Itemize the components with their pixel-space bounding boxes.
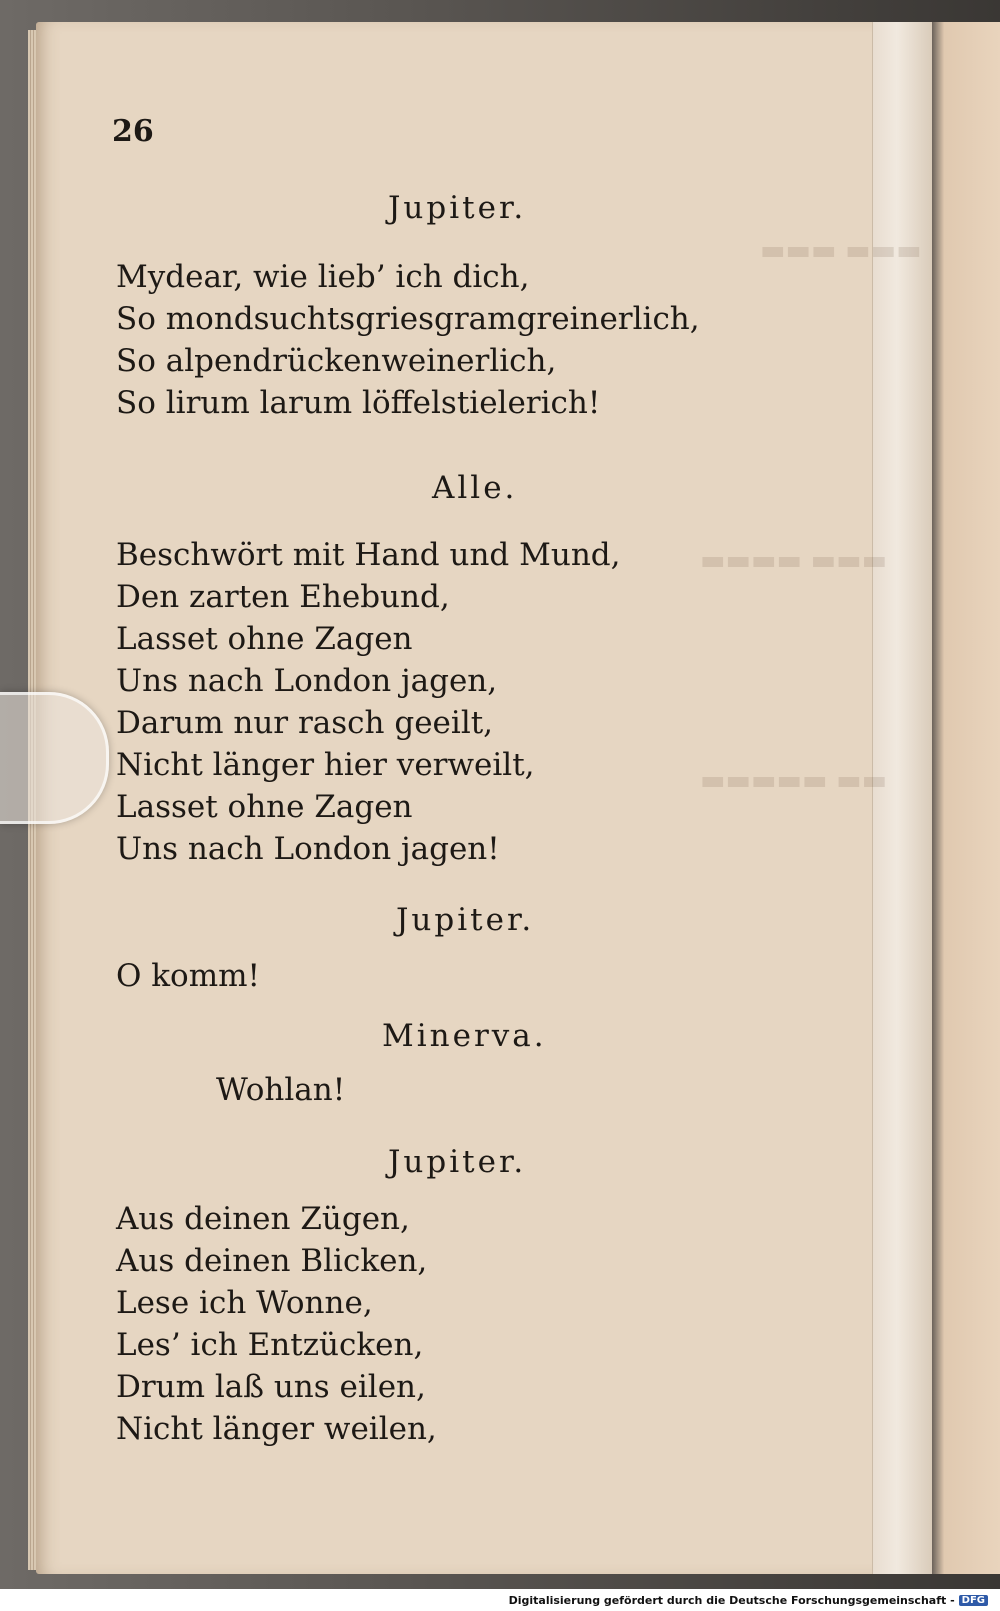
speaker-heading: Jupiter. bbox=[396, 902, 535, 938]
dfg-logo: DFG bbox=[959, 1595, 988, 1606]
bleed-through-texture: ▬▬▬▬ ▬▬▬ bbox=[700, 545, 888, 576]
verse-line: Les’ ich Entzücken, bbox=[116, 1327, 424, 1363]
speaker-heading: Alle. bbox=[432, 470, 518, 506]
verse-line: Lasset ohne Zagen bbox=[116, 621, 413, 657]
funding-text: Digitalisierung gefördert durch die Deutsche Forschungsgemeinschaft - bbox=[508, 1594, 955, 1607]
verse-line: Nicht länger hier verweilt, bbox=[116, 747, 535, 783]
verse-line: Lasset ohne Zagen bbox=[116, 789, 413, 825]
verse-line: Aus deinen Blicken, bbox=[116, 1243, 428, 1279]
verse-block-jupiter-1 bbox=[116, 256, 700, 424]
verse-line: Nicht länger weilen, bbox=[116, 1411, 437, 1447]
bleed-through-texture: ▬▬▬ ▬▬▬ bbox=[760, 235, 922, 266]
speaker-heading: Jupiter. bbox=[388, 190, 527, 226]
verse-line: O komm! bbox=[116, 958, 260, 994]
verse-line: Darum nur rasch geeilt, bbox=[116, 705, 494, 741]
verse-line: Wohlan! bbox=[216, 1072, 346, 1108]
verse-line: Mydear, wie lieb’ ich dich, bbox=[116, 259, 530, 295]
verse-line: Den zarten Ehebund, bbox=[116, 579, 450, 615]
page-number: 26 bbox=[112, 114, 154, 149]
verse-line: Lese ich Wonne, bbox=[116, 1285, 373, 1321]
funding-footer bbox=[505, 1592, 992, 1609]
verse-line: Uns nach London jagen! bbox=[116, 831, 500, 867]
verse-line: So lirum larum löffelstielerich! bbox=[116, 385, 601, 421]
bleed-through-texture: ▬▬▬▬▬ ▬▬ bbox=[700, 765, 888, 796]
verse-line: Beschwört mit Hand und Mund, bbox=[116, 537, 621, 573]
speaker-heading: Minerva. bbox=[382, 1018, 547, 1054]
verse-line: So alpendrückenweinerlich, bbox=[116, 343, 557, 379]
verse-block-jupiter-3 bbox=[116, 1198, 437, 1450]
verse-line: Uns nach London jagen, bbox=[116, 663, 498, 699]
speaker-heading: Jupiter. bbox=[388, 1144, 527, 1180]
verse-line: Drum laß uns eilen, bbox=[116, 1369, 426, 1405]
verse-line: So mondsuchtsgriesgramgreinerlich, bbox=[116, 301, 700, 337]
verse-block-alle bbox=[116, 534, 621, 870]
verse-line: Aus deinen Zügen, bbox=[116, 1201, 410, 1237]
